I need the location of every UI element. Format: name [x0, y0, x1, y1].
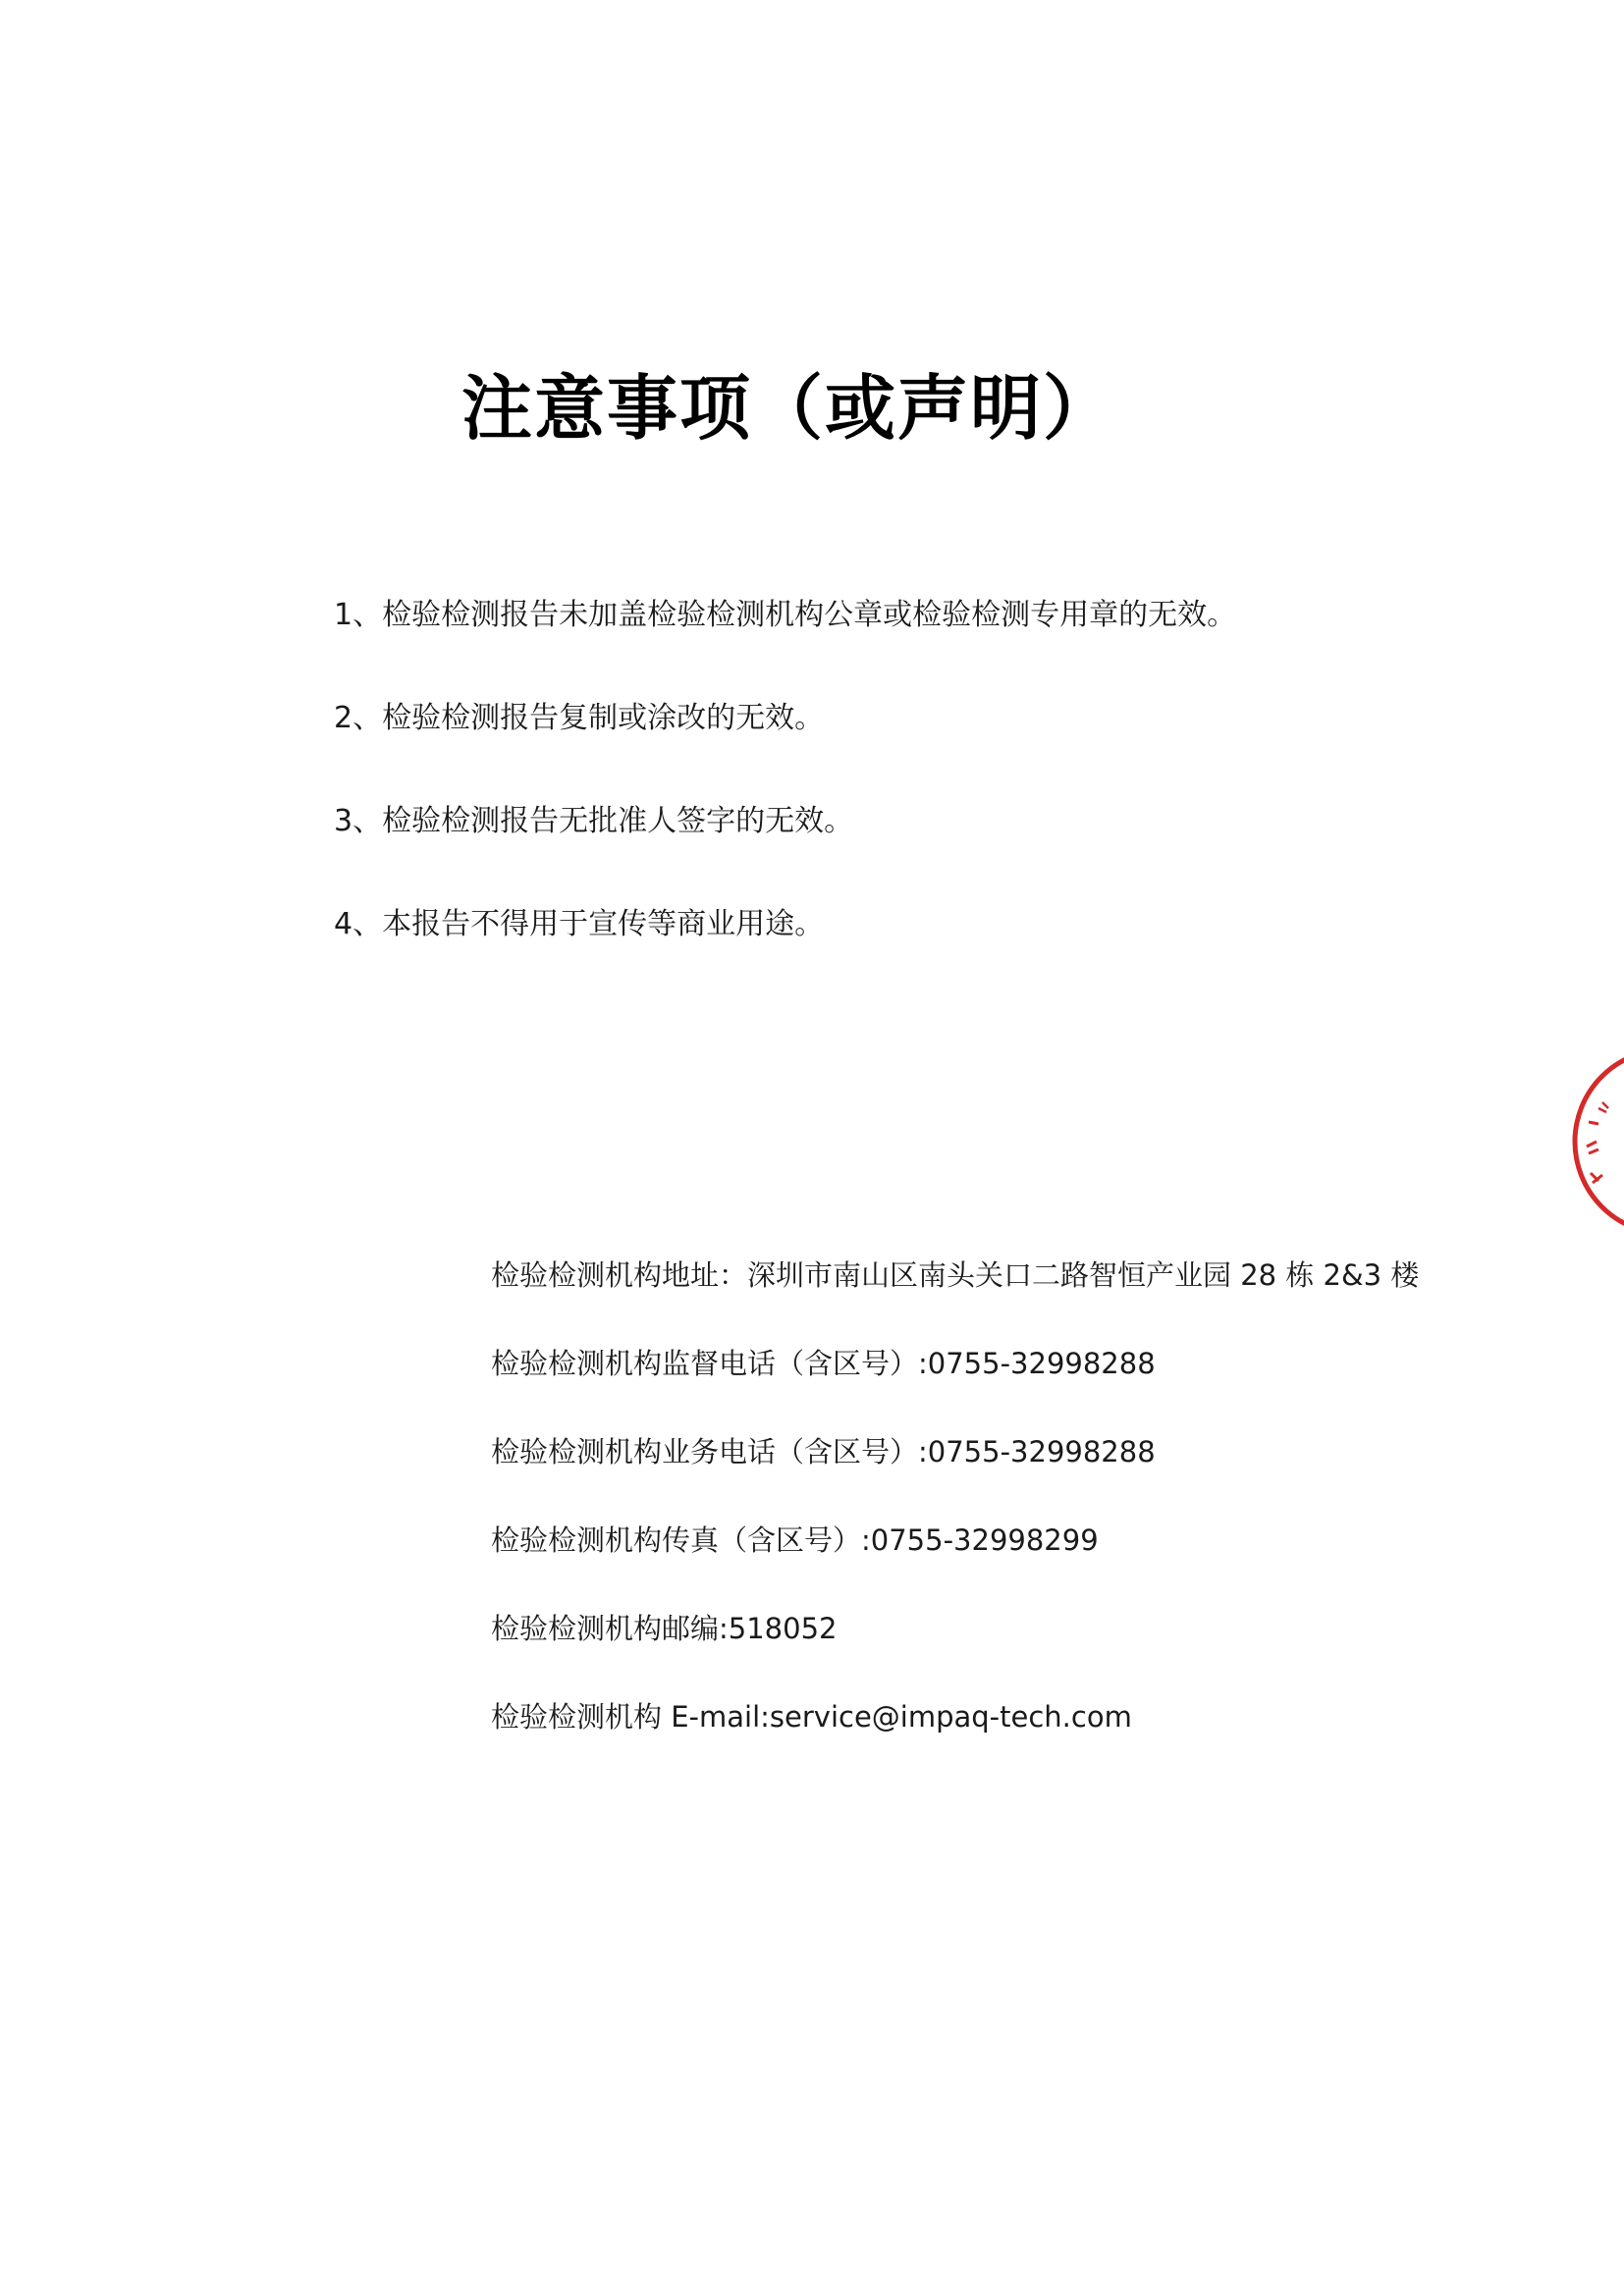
contact-fax: 检验检测机构传真（含区号）:0755-32998299 — [491, 1523, 1099, 1557]
notice-item-1: 1、检验检测报告未加盖检验检测机构公章或检验检测专用章的无效。 — [334, 598, 1237, 632]
notice-item-3: 3、检验检测报告无批准人签字的无效。 — [334, 804, 854, 838]
contact-business-phone: 检验检测机构业务电话（含区号）:0755-32998288 — [491, 1435, 1156, 1468]
notice-item-4: 4、本报告不得用于宣传等商业用途。 — [334, 907, 825, 941]
red-seal-icon — [1569, 1043, 1624, 1240]
contact-postcode: 检验检测机构邮编:518052 — [491, 1612, 838, 1645]
contact-supervision-phone: 检验检测机构监督电话（含区号）:0755-32998288 — [491, 1347, 1156, 1380]
page-title: 注意事项（或声明） — [461, 366, 1116, 450]
contact-email: 检验检测机构 E-mail:service@impaq-tech.com — [491, 1700, 1132, 1734]
notice-item-2: 2、检验检测报告复制或涂改的无效。 — [334, 701, 825, 735]
notice-list — [334, 598, 1237, 1013]
contact-info — [491, 1258, 1420, 1791]
contact-address: 检验检测机构地址：深圳市南山区南头关口二路智恒产业园 28 栋 2&3 楼 — [491, 1258, 1420, 1292]
